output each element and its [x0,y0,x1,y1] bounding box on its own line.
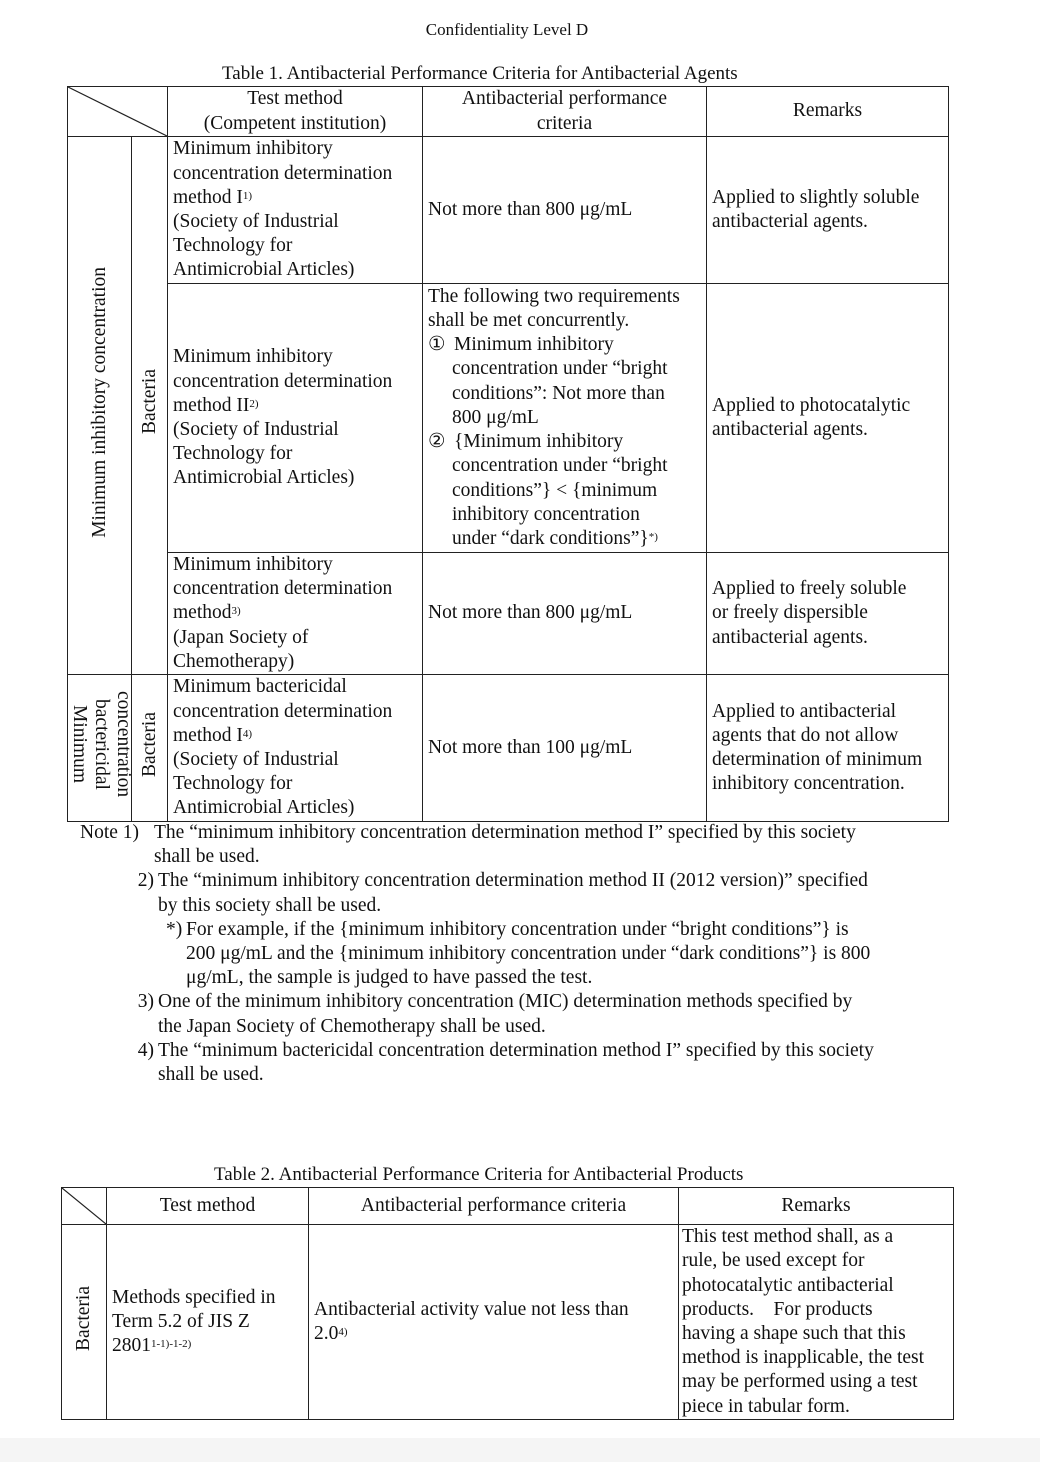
table2 [61,1187,954,1420]
method-cell: Minimum bactericidal concentration determination method $I^{4)}$ (Society of Industrial Technology for Antimicrobial Articles) [168,675,423,822]
method-cell: Minimum inhibitory concentration determination method II$^{2)}$ (Society of Industrial Technology for Antimicrobial Articles) [168,284,423,553]
criteria-cell: Not more than 100 μg/mL [423,675,707,822]
method-cell: Methods specified in Term 5.2 of JIS Z $2801^{1-1)-1-2)}$ [107,1225,309,1420]
table1-header-criteria: Antibacterial performance criteria [423,87,707,137]
table-row [62,1225,954,1420]
note-2: 2) The “minimum inhibitory concentration determination method II (2012 version)” specified by this society shall be used. [137,870,868,916]
table2-caption: Table 2. Antibacterial Performance Criteria for Antibacterial Products [214,1164,744,1185]
table2-header-criteria: Antibacterial performance criteria [309,1188,679,1225]
criteria-cell: The following two requirements shall be met concurrently. ① Minimum inhibitory concentration under “bright conditions”: Not more than 800 μg/mL ② {Minimum inhibitory concentration under “bright conditions”} < {minimum inhibitory concentration under “dark conditions”}*) [423,284,707,553]
note-1: Note 1) The “minimum inhibitory concentration determination method I” specified by this society shall be used. [80,822,856,868]
table1-header-test-method: Test method (Competent institution) [168,87,423,137]
table2-header-row [62,1188,954,1225]
remarks-cell: Applied to antibacterial agents that do not allow determination of minimum inhibitory concentration. [707,675,949,822]
method-cell: Minimum inhibitory concentration determination method$^{3)}$ (Japan Society of Chemotherapy) [168,553,423,675]
table1-corner-cell [68,87,168,137]
criteria-cell: Not more than 800 μg/mL [423,137,707,284]
table-row [68,553,949,675]
table2-corner-cell [62,1188,107,1225]
table-row [68,675,949,822]
table1-caption: Table 1. Antibacterial Performance Criteria for Antibacterial Agents [222,63,738,84]
group-label-mbc: Minimum bactericidal concentration [68,675,132,822]
table2-header-test-method: Test method [107,1188,309,1225]
note-4: 4) The “minimum bactericidal concentration determination method I” specified by this society shall be used. [137,1039,874,1086]
table1-header-row [68,87,949,137]
bacteria-label: Bacteria [132,675,168,822]
remarks-cell: This test method shall, as a rule, be used except for photocatalytic antibacterial products. For products having a shape such that this method is inapplicable, the test may be performed using a test piece in tabular form. [679,1225,954,1420]
table-row [68,284,949,553]
remarks-cell: Applied to freely soluble or freely dispersible antibacterial agents. [707,553,949,675]
criteria-cell: Not more than 800 μg/mL [423,553,707,675]
table1-notes [80,821,960,1087]
remarks-cell: Applied to photocatalytic antibacterial agents. [707,284,949,553]
circled-two-marker: ② [428,431,446,453]
table1 [67,86,949,822]
table1-header-remarks: Remarks [707,87,949,137]
table2-header-remarks: Remarks [679,1188,954,1225]
bacteria-label: Bacteria [132,137,168,675]
remarks-cell: Applied to slightly soluble antibacterial agents. [707,137,949,284]
table-row [68,137,949,284]
note-3: 3) One of the minimum inhibitory concentration (MIC) determination methods specified by the Japan Society of Chemotherapy shall be used. [137,991,853,1037]
page-bottom-edge [0,1438,1040,1462]
confidentiality-label: Confidentiality Level D [425,20,589,39]
circled-one-marker: ① [428,334,446,356]
note-star: *) For example, if the {minimum inhibitory concentration under “bright conditions”} is 200 μg/mL and the {minimum inhibitory concentration under “dark conditions”} is 800 μg/mL, the sample is judged to have passed the test. [166,918,871,989]
criteria-cell: Antibacterial activity value not less than 2.0$^{4)}$ [309,1225,679,1420]
bacteria-label: Bacteria [62,1225,107,1420]
group-label-mic: Minimum inhibitory concentration [68,137,132,675]
method-cell: Minimum inhibitory concentration determination method $I^{1)}$ (Society of Industrial Technology for Antimicrobial Articles) [168,137,423,284]
